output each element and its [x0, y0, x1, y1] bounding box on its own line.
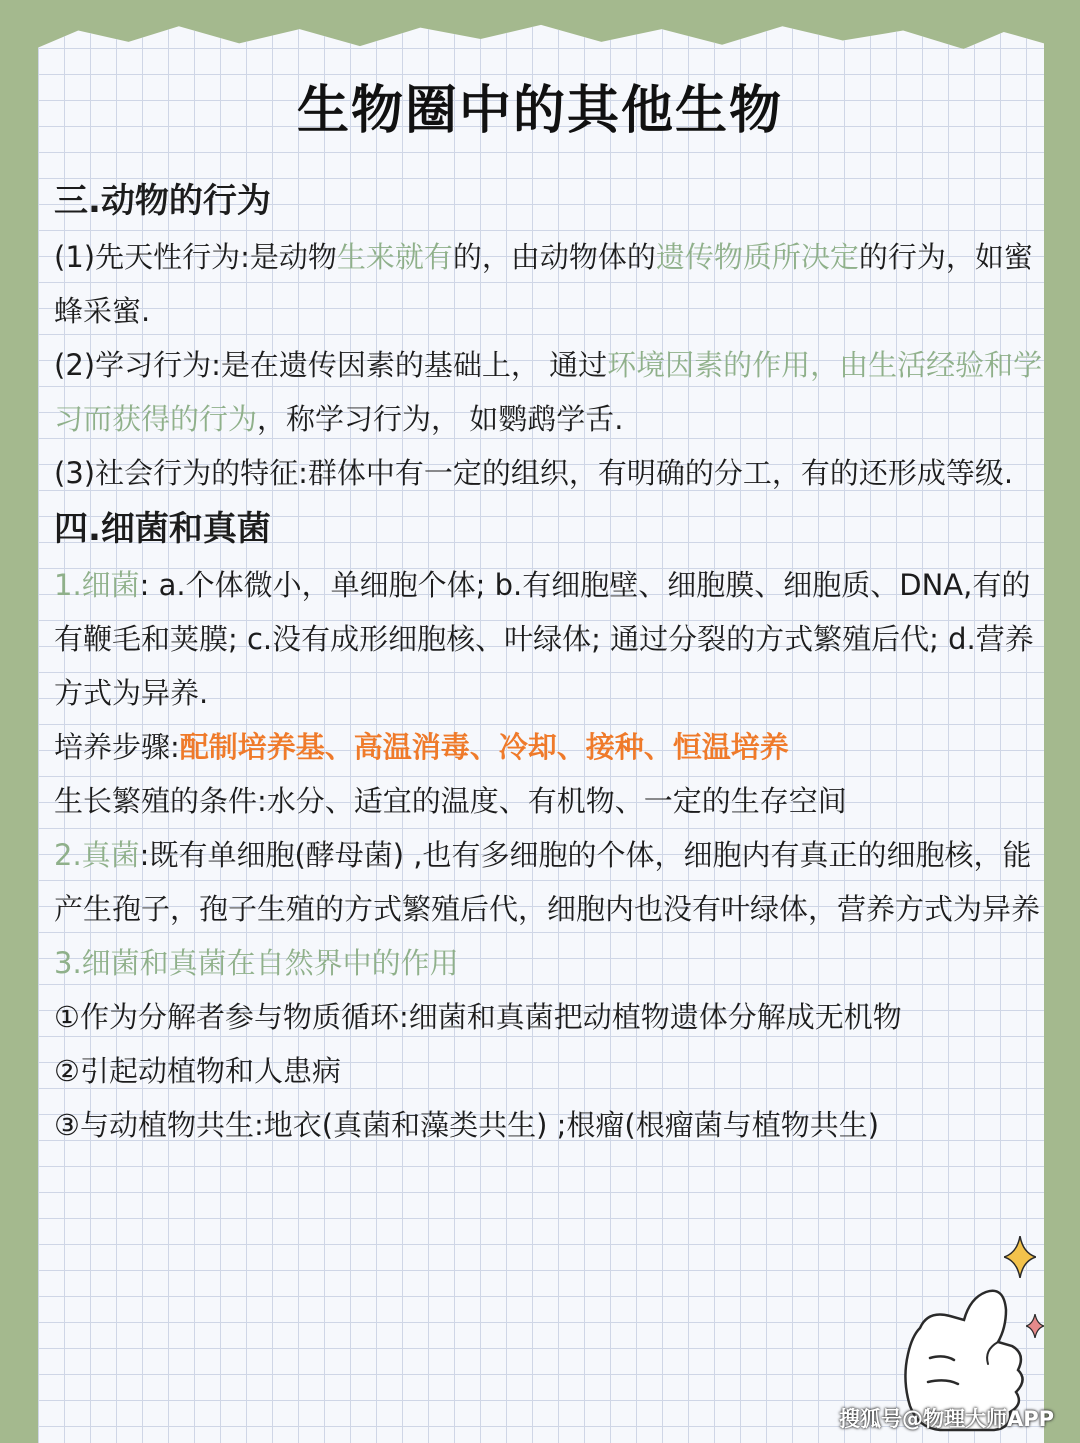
paragraph-learned-behavior: (2)学习行为:是在遗传因素的基础上， 通过环境因素的作用，由生活经验和学习而获得的行为，称学习行为， 如鹦鹉学舌. — [54, 348, 1043, 436]
paragraph-fungi: 2.真菌:既有单细胞(酵母菌) ,也有多细胞的个体，细胞内有真正的细胞核，能产生孢子，孢子生殖的方式繁殖后代，细胞内也没有叶绿体，营养方式为异养 — [54, 838, 1041, 926]
paragraph-culture-steps: 培养步骤:配制培养基、高温消毒、冷却、接种、恒温培养 — [54, 730, 789, 764]
paragraph-social-behavior: (3)社会行为的特征:群体中有一定的组织，有明确的分工，有的还形成等级. — [54, 456, 1014, 490]
label-bacteria: 1.细菌 — [54, 568, 140, 602]
paragraph-growth-conditions: 生长繁殖的条件:水分、适宜的温度、有机物、一定的生存空间 — [54, 784, 847, 818]
highlight-culture-steps: 配制培养基、高温消毒、冷却、接种、恒温培养 — [179, 730, 789, 764]
list-item-symbiosis: ③与动植物共生:地衣(真菌和藻类共生) ;根瘤(根瘤菌与植物共生) — [54, 1108, 880, 1142]
section-heading-animal-behavior: 三.动物的行为 — [54, 181, 271, 221]
sparkle-icon — [1004, 1236, 1036, 1278]
paragraph-bacteria: 1.细菌: a.个体微小，单细胞个体; b.有细胞壁、细胞膜、细胞质、DNA,有的有鞭毛和荚膜; c.没有成形细胞核、叶绿体; 通过分裂的方式繁殖后代; d.营养方式为异养. — [54, 568, 1034, 710]
subheading-roles: 3.细菌和真菌在自然界中的作用 — [54, 946, 459, 980]
notes-content — [54, 172, 1044, 1152]
highlight-genetic: 遗传物质所决定 — [655, 240, 859, 274]
list-item-disease: ②引起动植物和人患病 — [54, 1054, 341, 1088]
list-item-decomposer: ①作为分解者参与物质循环:细菌和真菌把动植物遗体分解成无机物 — [54, 1000, 902, 1034]
page-title: 生物圈中的其他生物 — [296, 81, 783, 141]
highlight-environment: 环境因素的作用，由生活经验和学习而获得的行为 — [54, 348, 1043, 436]
label-fungi: 2.真菌 — [54, 838, 140, 872]
paragraph-innate-behavior: (1)先天性行为:是动物生来就有的，由动物体的遗传物质所决定的行为，如蜜蜂采蜜. — [54, 240, 1033, 328]
watermark: 搜狐号@物理大师APP — [838, 1407, 1054, 1431]
highlight-innate: 生来就有 — [336, 240, 453, 274]
section-heading-bacteria-fungi: 四.细菌和真菌 — [54, 509, 271, 549]
